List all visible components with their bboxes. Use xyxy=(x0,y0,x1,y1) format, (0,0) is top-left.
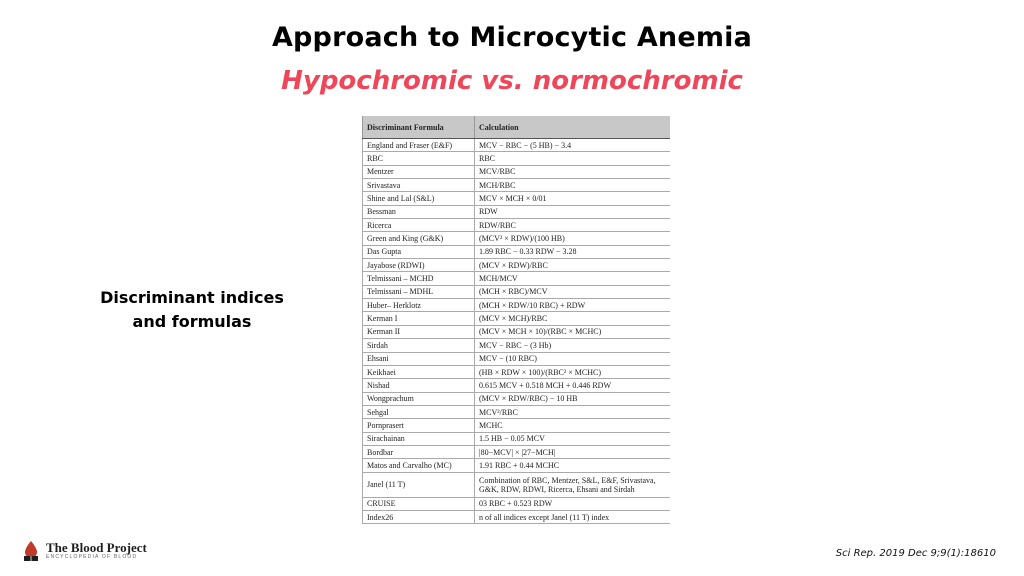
table-row xyxy=(363,179,671,192)
calculation-cell: MCV − RBC − (5 HB) − 3.4 xyxy=(475,139,671,152)
calculation-cell: (MCH × RBC)/MCV xyxy=(475,285,671,298)
calculation-cell: 0.615 MCV + 0.518 MCH + 0.446 RDW xyxy=(475,379,671,392)
table-row xyxy=(363,245,671,258)
header-calculation: Calculation xyxy=(475,116,671,139)
calculation-cell: RDW xyxy=(475,205,671,218)
table-row xyxy=(363,392,671,405)
side-label xyxy=(92,286,292,334)
formula-name-cell: Huber– Herklotz xyxy=(363,299,475,312)
formula-name-cell: CRUISE xyxy=(363,497,475,510)
calculation-cell: |80−MCV| × |27−MCH| xyxy=(475,445,671,458)
table-row xyxy=(363,365,671,378)
discriminant-table xyxy=(362,116,670,524)
formula-name-cell: Ehsani xyxy=(363,352,475,365)
table-header-row xyxy=(363,116,671,139)
calculation-cell: (MCH × RDW/10 RBC) + RDW xyxy=(475,299,671,312)
table-row xyxy=(363,192,671,205)
calculation-cell: MCV × MCH × 0/01 xyxy=(475,192,671,205)
formula-name-cell: Nishad xyxy=(363,379,475,392)
table-row xyxy=(363,232,671,245)
formula-name-cell: Kerman I xyxy=(363,312,475,325)
calculation-cell: (MCV × MCH)/RBC xyxy=(475,312,671,325)
table-row xyxy=(363,165,671,178)
formula-name-cell: RBC xyxy=(363,152,475,165)
calculation-cell: 03 RBC + 0.523 RDW xyxy=(475,497,671,510)
calculation-cell: (MCV × RDW)/RBC xyxy=(475,259,671,272)
formula-name-cell: Sirachainan xyxy=(363,432,475,445)
table-row xyxy=(363,497,671,510)
formula-name-cell: Bessman xyxy=(363,205,475,218)
calculation-cell: RDW/RBC xyxy=(475,219,671,232)
table-row xyxy=(363,285,671,298)
header-formula: Discriminant Formula xyxy=(363,116,475,139)
table-row xyxy=(363,205,671,218)
calculation-cell: (MCV² × RDW)/(100 HB) xyxy=(475,232,671,245)
formula-name-cell: Green and King (G&K) xyxy=(363,232,475,245)
formula-name-cell: England and Fraser (E&F) xyxy=(363,139,475,152)
table-row xyxy=(363,419,671,432)
calculation-cell: MCH/RBC xyxy=(475,179,671,192)
formula-name-cell: Pornprasert xyxy=(363,419,475,432)
formula-name-cell: Matos and Carvalho (MC) xyxy=(363,459,475,472)
formula-name-cell: Telmissani – MDHL xyxy=(363,285,475,298)
formula-name-cell: Kerman II xyxy=(363,325,475,338)
citation: Sci Rep. 2019 Dec 9;9(1):18610 xyxy=(835,548,996,559)
formula-name-cell: Janel (11 T) xyxy=(363,472,475,497)
logo-subtitle: ENCYCLOPEDIA OF BLOOD xyxy=(46,554,138,560)
table-row xyxy=(363,259,671,272)
formula-name-cell: Sirdah xyxy=(363,339,475,352)
table-row xyxy=(363,299,671,312)
formula-name-cell: Srivastava xyxy=(363,179,475,192)
logo-title: The Blood Project xyxy=(46,540,147,555)
calculation-cell: 1.89 RBC − 0.33 RDW − 3.28 xyxy=(475,245,671,258)
calculation-cell: MCV²/RBC xyxy=(475,405,671,418)
table-row xyxy=(363,432,671,445)
calculation-cell: (MCV × RDW/RBC) − 10 HB xyxy=(475,392,671,405)
calculation-cell: MCHC xyxy=(475,419,671,432)
formula-name-cell: Mentzer xyxy=(363,165,475,178)
calculation-cell: n of all indices except Janel (11 T) index xyxy=(475,510,671,523)
formula-name-cell: Jayabose (RDWI) xyxy=(363,259,475,272)
formula-name-cell: Telmissani – MCHD xyxy=(363,272,475,285)
side-label-line2: and formulas xyxy=(132,312,252,331)
calculation-cell: MCH/MCV xyxy=(475,272,671,285)
calculation-cell: Combination of RBC, Mentzer, S&L, E&F, Srivastava, G&K, RDW, RDWI, Ricerca, Ehsani and Sirdah xyxy=(475,472,671,497)
formula-name-cell: Das Gupta xyxy=(363,245,475,258)
page-title: Approach to Microcytic Anemia xyxy=(271,22,753,53)
side-label-line1: Discriminant indices xyxy=(100,288,284,307)
formula-name-cell: Bordbar xyxy=(363,445,475,458)
table-row xyxy=(363,152,671,165)
table-row xyxy=(363,352,671,365)
formula-name-cell: Shine and Lal (S&L) xyxy=(363,192,475,205)
calculation-cell: MCV/RBC xyxy=(475,165,671,178)
blood-project-logo xyxy=(22,540,147,562)
calculation-cell: (HB × RDW × 100)/(RBC² × MCHC) xyxy=(475,365,671,378)
table-row xyxy=(363,339,671,352)
discriminant-table-image xyxy=(362,116,670,556)
formula-name-cell: Index26 xyxy=(363,510,475,523)
page-subtitle: Hypochromic vs. normochromic xyxy=(281,66,743,96)
table-row xyxy=(363,459,671,472)
calculation-cell: (MCV × MCH × 10)/(RBC × MCHC) xyxy=(475,325,671,338)
calculation-cell: 1.91 RBC + 0.44 MCHC xyxy=(475,459,671,472)
formula-name-cell: Sehgal xyxy=(363,405,475,418)
calculation-cell: MCV − (10 RBC) xyxy=(475,352,671,365)
table-row xyxy=(363,325,671,338)
formula-name-cell: Keikhaei xyxy=(363,365,475,378)
table-row xyxy=(363,472,671,497)
table-row xyxy=(363,219,671,232)
table-row xyxy=(363,272,671,285)
table-row xyxy=(363,139,671,152)
calculation-cell: RBC xyxy=(475,152,671,165)
table-row xyxy=(363,379,671,392)
table-row xyxy=(363,445,671,458)
table-row xyxy=(363,312,671,325)
blood-drop-book-icon xyxy=(22,540,40,562)
calculation-cell: MCV − RBC − (3 Hb) xyxy=(475,339,671,352)
table-row xyxy=(363,405,671,418)
formula-name-cell: Wongprachum xyxy=(363,392,475,405)
formula-name-cell: Ricerca xyxy=(363,219,475,232)
calculation-cell: 1.5 HB − 0.05 MCV xyxy=(475,432,671,445)
table-row xyxy=(363,510,671,523)
